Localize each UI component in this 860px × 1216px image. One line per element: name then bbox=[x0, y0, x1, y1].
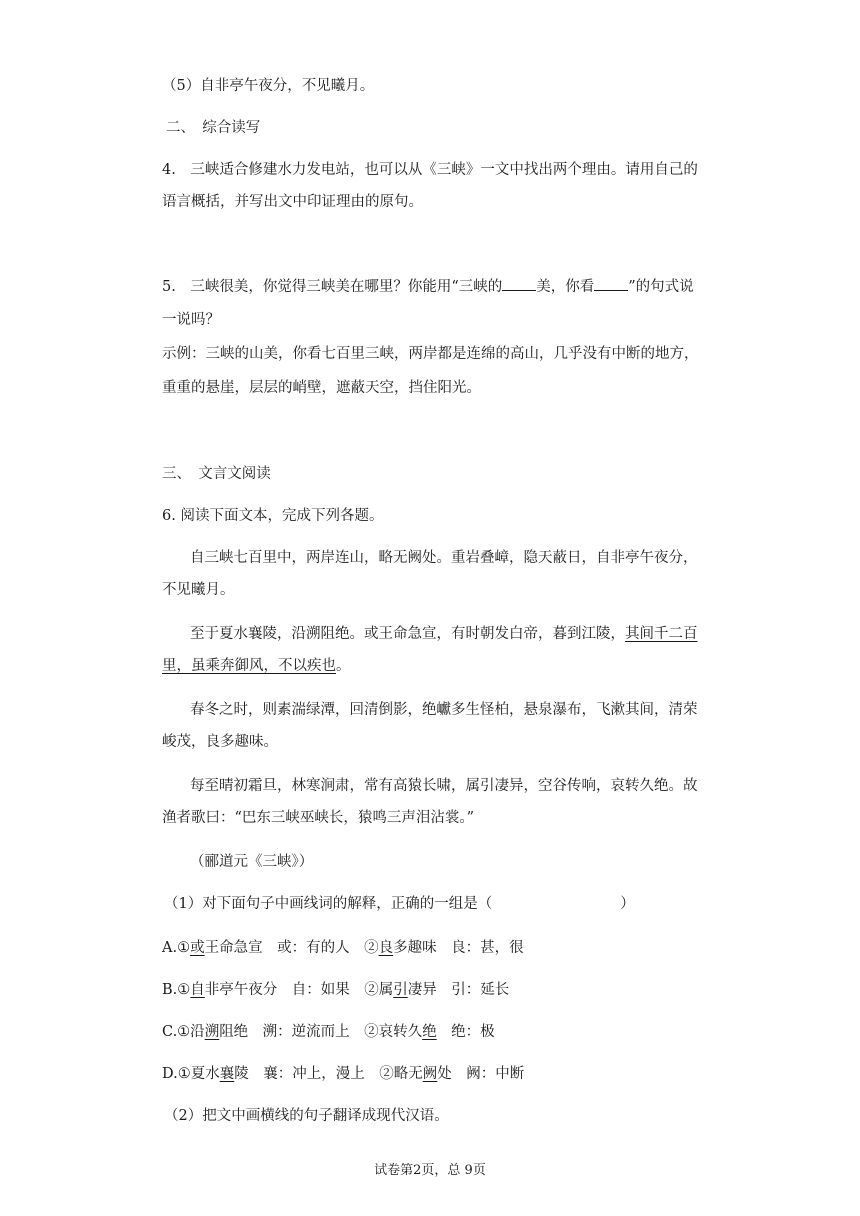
option-c-word-2: 绝 bbox=[422, 1024, 437, 1040]
option-d-label: D.①夏水 bbox=[162, 1066, 220, 1082]
option-b[interactable] bbox=[162, 980, 509, 1000]
passage-p2-line-2 bbox=[162, 656, 351, 676]
sub-question-1 bbox=[164, 894, 635, 914]
option-c-word-1: 溯 bbox=[204, 1024, 220, 1040]
passage-p2-line-1 bbox=[190, 624, 698, 644]
question-4-line-1: 4. 三峡适合修建水力发电站，也可以从《三峡》一文中找出两个理由。请用自己的 bbox=[162, 162, 698, 178]
question-4-line-2: 语言概括，并写出文中印证理由的原句。 bbox=[162, 194, 423, 210]
question-6-intro: 6. 阅读下面文本，完成下列各题。 bbox=[162, 508, 384, 524]
example-line-1: 示例：三峡的山美，你看七百里三峡，两岸都是连绵的高山，几乎没有中断的地方， bbox=[162, 346, 699, 362]
question-5-text-b: 美，你看 bbox=[536, 279, 595, 295]
option-a-word-2: 良 bbox=[378, 940, 394, 956]
option-b-text: 非亭午夜分 自：如果 ②属 bbox=[204, 982, 394, 998]
sub-question-1-text: （1）对下面句子中画线词的解释，正确的一组是（ bbox=[164, 896, 493, 912]
question-5-line-1 bbox=[162, 276, 694, 297]
option-c-label: C.①沿 bbox=[162, 1024, 205, 1040]
option-a[interactable] bbox=[162, 938, 524, 958]
passage-p4-line-2: 渔者歌曰：“巴东三峡巫峡长，猿鸣三声泪沾裳。” bbox=[162, 810, 475, 826]
underlined-sentence-part-1: 其间千二百 bbox=[625, 626, 698, 642]
passage-p3-line-1: 春冬之时，则素湍绿潭，回清倒影，绝巘多生怪柏，悬泉瀑布，飞漱其间，清荣 bbox=[190, 702, 698, 718]
option-a-text: 王命急宣 或：有的人 ② bbox=[204, 940, 379, 956]
option-b-text-end: 凄异 引：延长 bbox=[407, 982, 510, 998]
question-5-line-2: 一说吗？ bbox=[162, 312, 220, 328]
passage-p1-line-2: 不见曦月。 bbox=[162, 582, 235, 598]
sub-question-1-close: ） bbox=[620, 896, 635, 912]
passage-p4-line-1: 每至晴初霜旦，林寒涧肃，常有高猿长啸，属引凄异，空谷传响，哀转久绝。故 bbox=[190, 778, 698, 794]
option-d-word-1: 襄 bbox=[219, 1066, 235, 1082]
passage-source: （郦道元《三峡》） bbox=[190, 854, 314, 870]
option-c-text: 阻绝 溯：逆流而上 ②哀转久 bbox=[219, 1024, 423, 1040]
passage-p2-end: 。 bbox=[336, 658, 351, 674]
option-a-label: A.① bbox=[162, 940, 191, 956]
section-heading-3: 三、 文言文阅读 bbox=[162, 466, 271, 482]
option-b-label: B.① bbox=[162, 982, 191, 998]
option-d[interactable] bbox=[162, 1064, 524, 1084]
option-c[interactable] bbox=[162, 1022, 495, 1042]
question-5-text-c: ”的句式说 bbox=[628, 279, 694, 295]
option-a-text-end: 多趣味 良：甚，很 bbox=[393, 940, 524, 956]
underlined-sentence-part-2: 里，虽乘奔御风，不以疾也 bbox=[162, 658, 336, 674]
example-line-2: 重重的悬崖，层层的峭壁，遮蔽天空，挡住阳光。 bbox=[162, 380, 481, 396]
option-d-word-2: 阙 bbox=[422, 1066, 438, 1082]
option-c-text-end: 绝：极 bbox=[436, 1024, 495, 1040]
option-a-word-1: 或 bbox=[190, 940, 205, 956]
option-d-text: 陵 襄：冲上，漫上 ②略无 bbox=[234, 1066, 423, 1082]
passage-p3-line-2: 峻茂，良多趣味。 bbox=[162, 734, 278, 750]
answer-blank-2[interactable] bbox=[594, 276, 628, 291]
sub-question-5: （5）自非亭午夜分，不见曦月。 bbox=[162, 78, 375, 94]
option-b-word-1: 自 bbox=[190, 982, 205, 998]
page-footer: 试卷第2页，总 9页 bbox=[374, 1163, 486, 1178]
section-heading-2: 二、 综合读写 bbox=[166, 120, 261, 136]
passage-p2-text: 至于夏水襄陵，沿溯阻绝。或王命急宣，有时朝发白帝，暮到江陵， bbox=[190, 626, 625, 642]
passage-p1-line-1: 自三峡七百里中，两岸连山，略无阙处。重岩叠嶂，隐天蔽日，自非亭午夜分， bbox=[190, 550, 698, 566]
option-b-word-2: 引 bbox=[393, 982, 408, 998]
answer-blank-1[interactable] bbox=[502, 276, 536, 291]
sub-question-2: （2）把文中画横线的句子翻译成现代汉语。 bbox=[164, 1108, 449, 1124]
option-d-text-end: 处 阙：中断 bbox=[437, 1066, 525, 1082]
question-5-text-a: 5. 三峡很美，你觉得三峡美在哪里？你能用“三峡的 bbox=[162, 279, 503, 295]
